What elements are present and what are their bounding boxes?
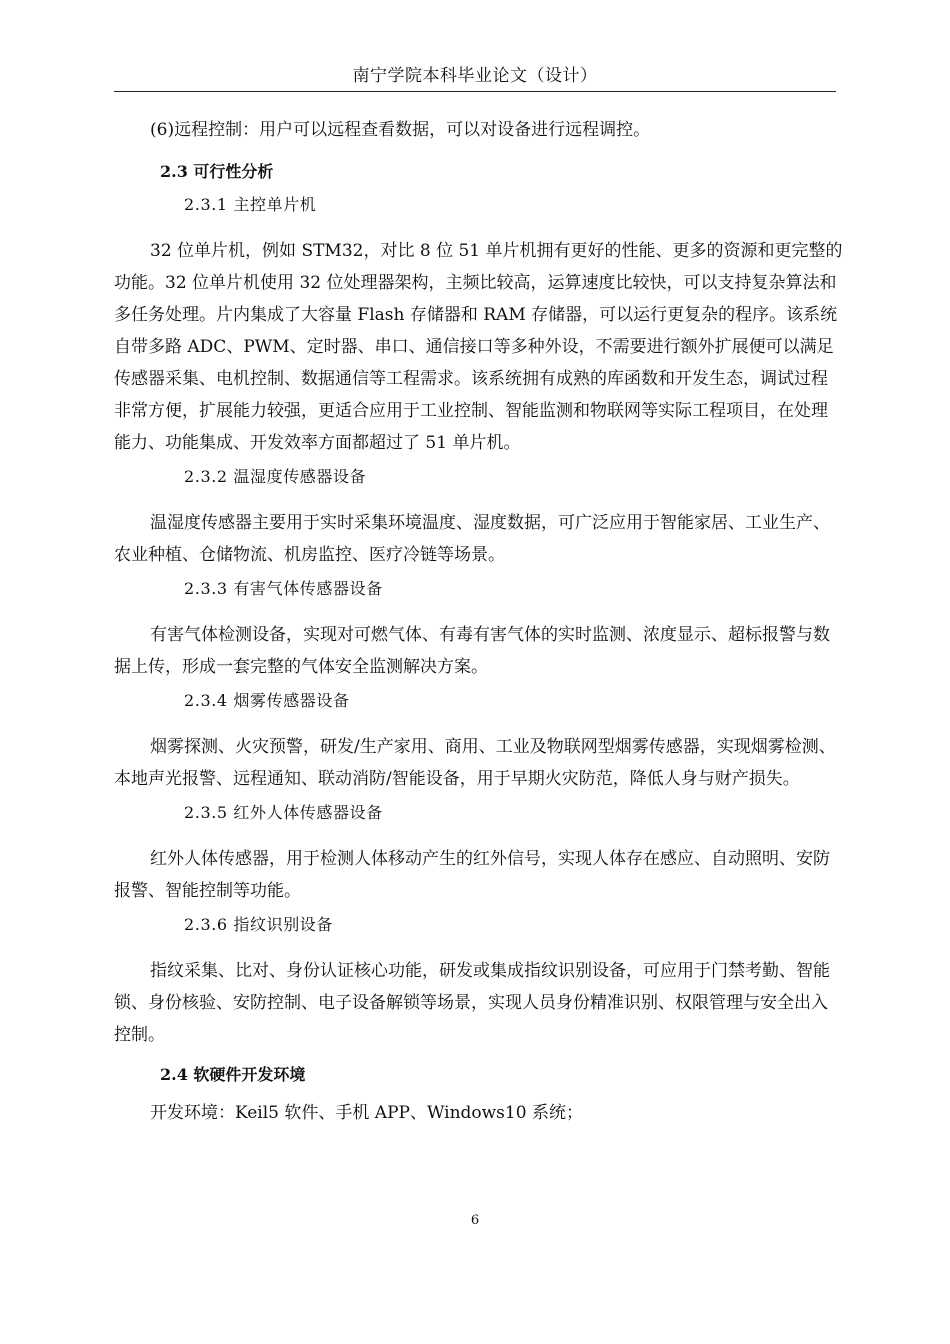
subsection-heading-2-3-4: 2.3.4 烟雾传感器设备 [184,691,350,710]
subsection-heading-2-3-3: 2.3.3 有害气体传感器设备 [184,579,383,598]
section-heading-2-3: 2.3 可行性分析 [160,162,274,181]
subsection-heading-2-3-2: 2.3.2 温湿度传感器设备 [184,467,367,486]
header-rule [114,91,836,92]
paragraph-dev-environment: 开发环境：Keil5 软件、手机 APP、Windows10 系统； [150,1103,583,1123]
paragraph-remote-control: (6)远程控制：用户可以远程查看数据，可以对设备进行远程调控。 [150,120,651,140]
page-header-title: 南宁学院本科毕业论文（设计） [352,66,598,86]
paragraph-smoke-sensor: 烟雾探测、火灾预警，研发/生产家用、商用、工业及物联网型烟雾传感器，实现烟雾检测、本地声光报警、远程通知、联动消防/智能设备，用于早期火灾防范，降低人身与财产损失。 [114,737,836,789]
document-body [114,114,844,1129]
subsection-heading-2-3-5: 2.3.5 红外人体传感器设备 [184,803,383,822]
subsection-heading-2-3-1: 2.3.1 主控单片机 [184,195,317,214]
paragraph-gas-sensor: 有害气体检测设备，实现对可燃气体、有毒有害气体的实时监测、浓度显示、超标报警与数据上传，形成一套完整的气体安全监测解决方案。 [114,625,830,677]
paragraph-mcu: 32 位单片机，例如 STM32，对比 8 位 51 单片机拥有更好的性能、更多的资源和更完整的功能。32 位单片机使用 32 位处理器架构，主频比较高，运算速度比较快，可以支持复杂算法和多任务处理。片内集成了大容量 Flash 存储器和 RAM 存储器，可以运行更复杂的程序。该系统自带多路 ADC、PWM、定时器、串口、通信接口等多种外设，不需要进行额外扩展便可以满足传感器采集、电机控制、数据通信等工程需求。该系统拥有成熟的库函数和开发生态，调试过程非常方便，扩展能力较强，更适合应用于工业控制、智能监测和物联网等实际工程项目，在处理能力、功能集成、开发效率方面都超过了 51 单片机。 [114,241,843,453]
page-number: 6 [470,1213,480,1228]
paragraph-fingerprint: 指纹采集、比对、身份认证核心功能，研发或集成指纹识别设备，可应用于门禁考勤、智能锁、身份核验、安防控制、电子设备解锁等场景，实现人员身份精准识别、权限管理与安全出入控制。 [114,961,830,1045]
paragraph-temp-humidity: 温湿度传感器主要用于实时采集环境温度、湿度数据，可广泛应用于智能家居、工业生产、农业种植、仓储物流、机房监控、医疗冷链等场景。 [114,513,830,565]
subsection-heading-2-3-6: 2.3.6 指纹识别设备 [184,915,333,934]
paragraph-infrared-sensor: 红外人体传感器，用于检测人体移动产生的红外信号，实现人体存在感应、自动照明、安防报警、智能控制等功能。 [114,849,830,901]
section-heading-2-4: 2.4 软硬件开发环境 [160,1065,306,1084]
